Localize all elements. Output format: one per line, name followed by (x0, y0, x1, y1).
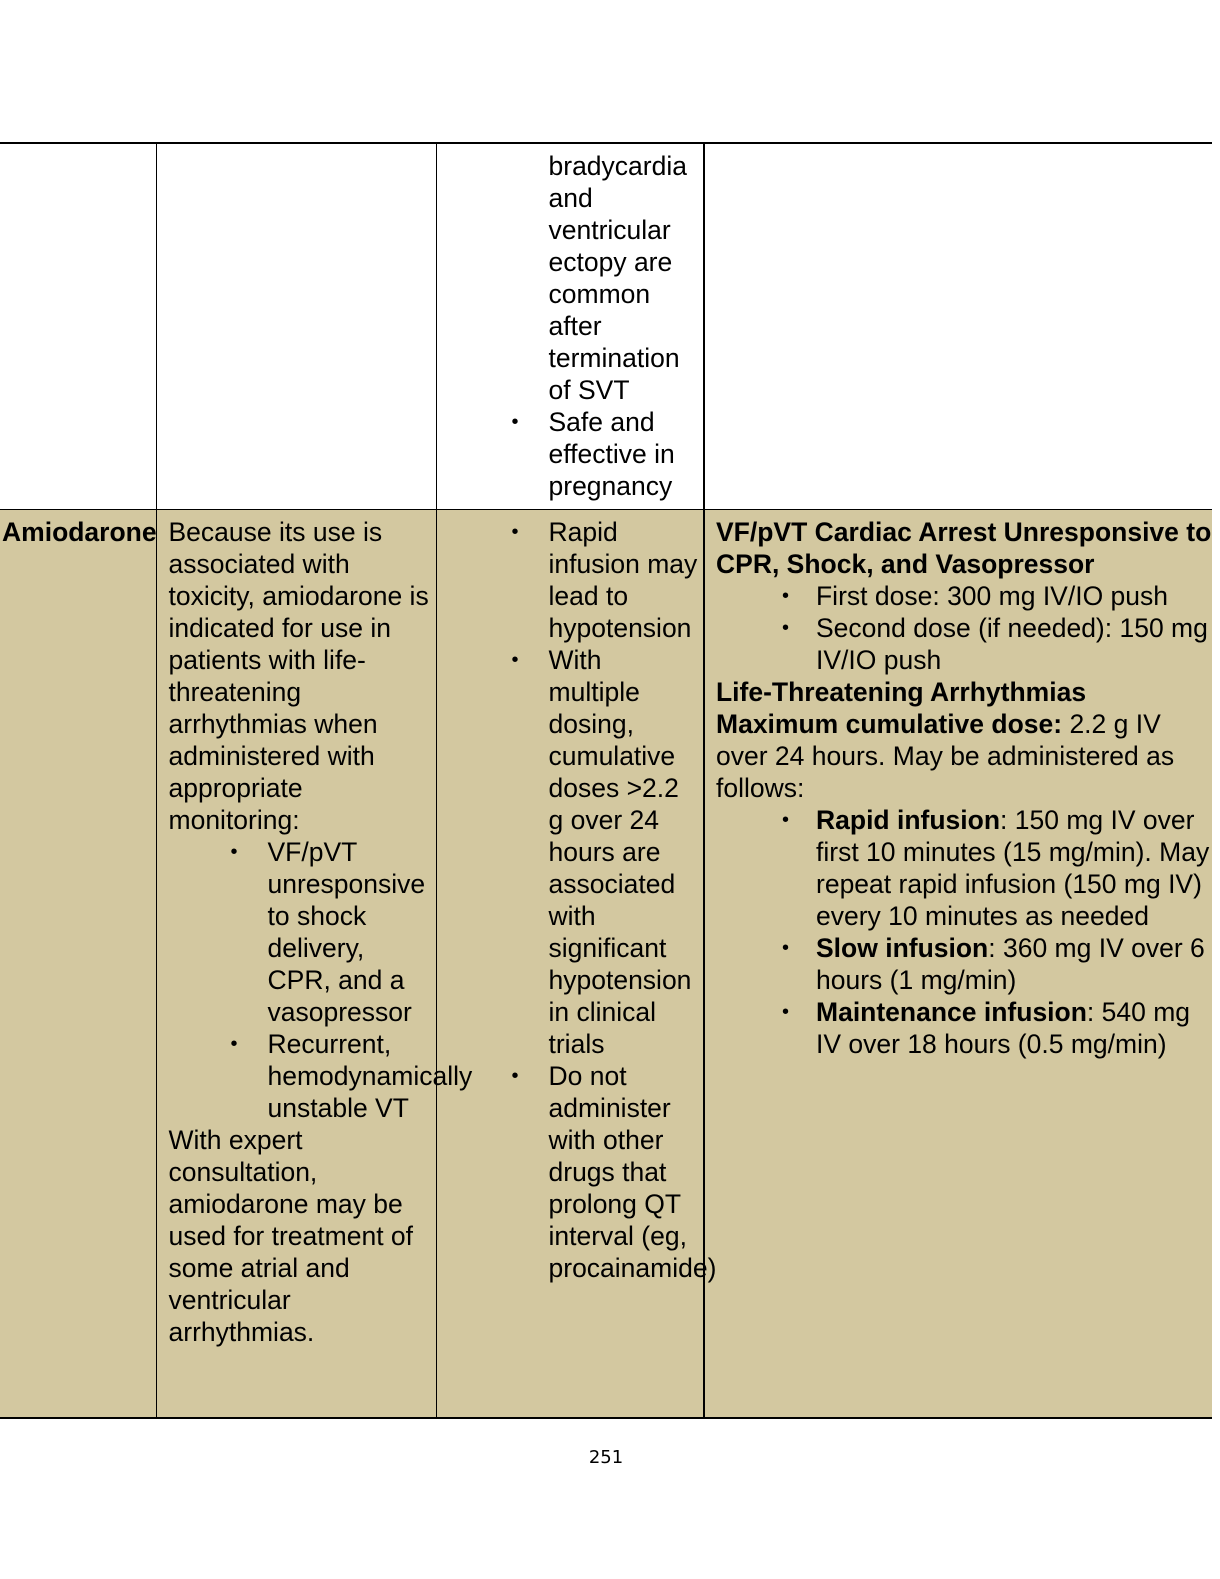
indications-intro: Because its use is associated with toxicity, amiodarone is indicated for use in patients with life-threatening arrhythmias when administered with appropriate monitoring: (168, 517, 429, 835)
infusion-label: Rapid infusion (816, 805, 1001, 835)
cell-precautions-continued (436, 143, 704, 510)
page-number: 251 (588, 1447, 624, 1468)
cell-indications-empty (156, 143, 436, 510)
dosing-section-title: VF/pVT Cardiac Arrest Unresponsive to CPR, Shock, and Vasopressor (716, 517, 1212, 579)
list-item: • Rapid infusion may lead to hypotension (437, 516, 700, 644)
infusion-label: Maintenance infusion (816, 997, 1087, 1027)
max-dose-text (716, 708, 1212, 804)
list-item (716, 932, 1212, 996)
table-row-continuation (0, 143, 1212, 510)
cell-dosing (704, 510, 1212, 1419)
indications-list (169, 836, 473, 1124)
infusion-text: : 360 mg IV over 6 hours (1 mg/min) (816, 933, 1205, 995)
cell-dosing-empty (704, 143, 1212, 510)
list-item: bradycardia and ventricular ectopy are common after termination of SVT (548, 151, 687, 405)
cell-indications (156, 510, 473, 1419)
list-item (716, 996, 1212, 1060)
max-dose-value: 2.2 g IV over 24 hours. May be administered as follows: (716, 709, 1175, 803)
list-item (716, 804, 1212, 932)
drug-name: Amiodarone (2, 517, 157, 547)
cell-drug-name-empty (0, 143, 156, 510)
list-item: • Safe and effective in pregnancy (437, 406, 700, 502)
precautions-list (437, 516, 717, 1284)
precautions-continued-list (437, 150, 700, 502)
list-item: • Recurrent, hemodynamically unstable VT (169, 1028, 432, 1124)
infusion-label: Slow infusion (816, 933, 989, 963)
list-item: • First dose: 300 mg IV/IO push (716, 580, 1212, 612)
dosing-infusion-list (716, 804, 1212, 1060)
dosing-arrest-list (716, 580, 1212, 676)
dosing-section-title: Life-Threatening Arrhythmias (716, 677, 1087, 707)
list-item: • Second dose (if needed): 150 mg IV/IO push (716, 612, 1212, 676)
infusion-text: : 150 mg IV over first 10 minutes (15 mg/min). May repeat rapid infusion (150 mg IV) every 10 minutes as needed (816, 805, 1210, 931)
indications-outro: With expert consultation, amiodarone may be used for treatment of some atrial and ventricular arrhythmias. (168, 1125, 414, 1347)
list-item: • VF/pVT unresponsive to shock delivery, CPR, and a vasopressor (169, 836, 432, 1028)
cell-precautions (436, 510, 717, 1419)
list-item: • Do not administer with other drugs that prolong QT interval (eg, procainamide) (437, 1060, 700, 1284)
infusion-text: : 540 mg IV over 18 hours (0.5 mg/min) (816, 997, 1191, 1059)
list-item: • With multiple dosing, cumulative doses >2.2 g over 24 hours are associated with significant hypotension in clinical trials (437, 644, 700, 1060)
cell-drug-name (0, 510, 156, 1419)
drug-table (0, 142, 1212, 1419)
max-dose-label: Maximum cumulative dose: (716, 709, 1063, 739)
table-row-amiodarone (0, 510, 1212, 1419)
